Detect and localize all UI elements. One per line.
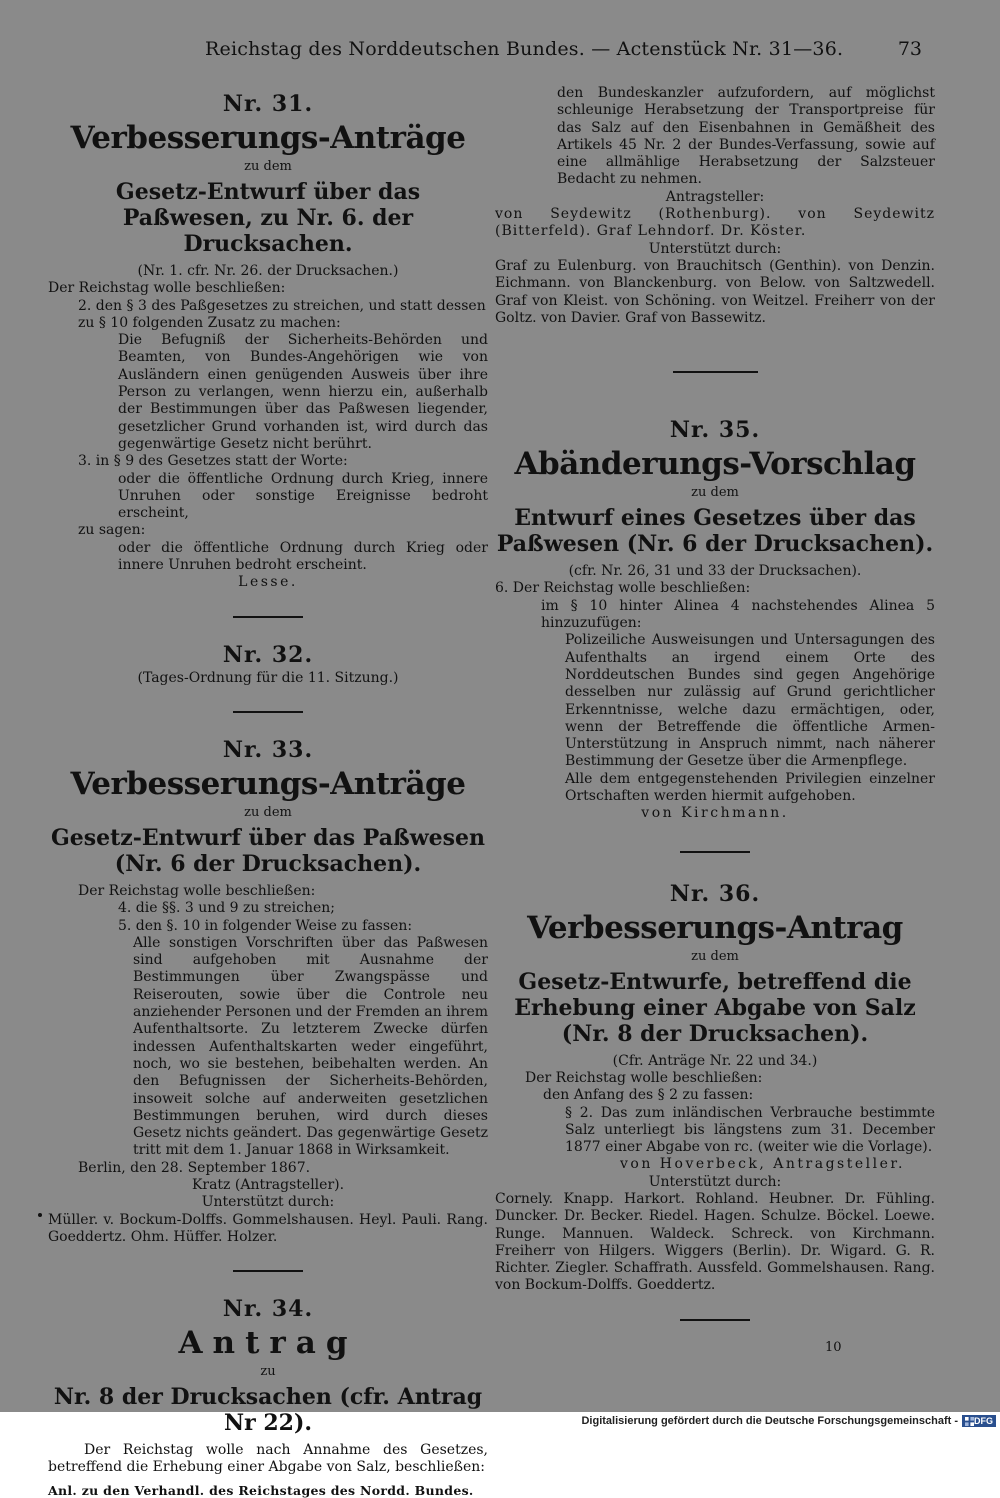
text-line: 6. Der Reichstag wolle beschließen:: [495, 580, 751, 597]
signature: von Seydewitz (Rothenburg). von Seydewitz (Bitterfeld). Graf Lehndorf. Dr. Köster.: [495, 206, 935, 240]
section-heading: Gesetz-Entwurfe, betreffend die Erhebung einer Abgabe von Salz (Nr. 8 der Drucksachen).: [514, 968, 916, 1047]
dfg-logo: [962, 1415, 996, 1427]
section-body: [495, 85, 935, 327]
text-line: Der Reichstag wolle beschließen:: [48, 280, 286, 297]
supporters: Cornely. Knapp. Harkort. Rohland. Heubner. Dr. Fühling. Duncker. Dr. Becker. Riedel. Hagen. Schulze. Böckel. Loewe. Runge. Mannuen. Waldeck. Schreck. von Kirchmann. Freiherr von Hilgers. Wiggers (Berlin). Dr. Wigard. G. R. Richter. Ziegler. Schaffrath. Aussfeld. Gommelshausen. Rang. von Bockum-Dolffs. Goeddertz.: [495, 1190, 935, 1294]
credit-text: Digitalisierung gefördert durch die Deutsche Forschungsgemeinschaft -: [581, 1415, 958, 1427]
date-line: Berlin, den 28. September 1867.: [78, 1159, 311, 1176]
dfg-logo-text: DFG: [974, 1416, 993, 1426]
text-line: Unterstützt durch:: [201, 1194, 335, 1211]
text-line: oder die öffentliche Ordnung durch Krieg oder innere Unruhen bedroht erscheint.: [118, 539, 488, 574]
section-heading: Gesetz-Entwurf über das Paßwesen (Nr. 6 der Drucksachen).: [50, 824, 486, 877]
signature: Lesse.: [238, 574, 298, 591]
section-number: Nr. 35.: [669, 417, 761, 444]
section-zu: zu: [260, 1364, 276, 1380]
text-line: im § 10 hinter Alinea 4 nachstehendes Alinea 5 hinzuzufügen:: [541, 597, 935, 632]
section-divider: [233, 1270, 303, 1272]
page-footer-note: Anl. zu den Verhandl. des Reichstages des Nordd. Bundes.: [48, 1482, 474, 1498]
section-nr-32: [48, 642, 488, 687]
signature: von Kirchmann.: [641, 805, 789, 822]
section-zu: zu dem: [244, 804, 292, 820]
supporters: Graf zu Eulenburg. von Brauchitsch (Genthin). von Denzin. Eichmann. von Blanckenburg. von Below. von Saltzwedell. Graf von Kleist. von Schöning. von Weitzel. Freiherr von der Goltz. von Davier. Graf von Bassewitz.: [495, 257, 935, 326]
section-body: (Tages-Ordnung für die 11. Sitzung.): [137, 669, 399, 686]
text-line: Der Reichstag wolle nach Annahme des Gesetzes, betreffend die Erhebung einer Abgabe von Salz, beschließen:: [48, 1442, 488, 1476]
section-zu: zu dem: [244, 159, 292, 174]
section-nr-35: [495, 417, 935, 822]
section-divider: [673, 371, 758, 373]
section-body: [48, 263, 488, 592]
text-line: 3. in § 9 des Gesetzes statt der Worte:: [78, 453, 348, 470]
section-nr-33: [48, 737, 488, 1246]
section-heading: Gesetz-Entwurf über das Paßwesen, zu Nr. 6. der Drucksachen.: [115, 179, 421, 257]
section-heading: Nr. 8 der Drucksachen (cfr. Antrag Nr 22).: [53, 1384, 483, 1437]
text-line: Antragsteller:: [665, 188, 765, 205]
text-line: Unterstützt durch:: [648, 240, 782, 257]
signature: Kratz (Antragsteller).: [191, 1176, 345, 1193]
page-number: 73: [897, 38, 922, 60]
supporters: Müller. v. Bockum-Dolffs. Gommelshausen. Heyl. Pauli. Rang. Goeddertz. Ohm. Hüffer. Holzer.: [48, 1211, 488, 1245]
section-zu: zu dem: [691, 485, 739, 501]
section-divider: [680, 851, 750, 853]
text-line: 2. den § 3 des Paßgesetzes zu streichen, und statt dessen: [78, 297, 486, 314]
digitization-credit: [581, 1412, 1000, 1430]
dfg-mark-icon: [965, 1417, 974, 1426]
right-column: [495, 85, 935, 1345]
section-divider: [233, 711, 303, 713]
section-body: [495, 1053, 935, 1295]
text-line: Die Befugniß der Sicherheits-Behörden und Beamten, von Bundes-Angehörigen wie von Ausländern einen genügenden Ausweis über ihre Person zu verlangen, wenn hierzu ein, außerhalb der Bestimmungen über das Paßwesen liegender, gesetzlicher Grund vorhanden ist, wird durch das gegenwärtige Gesetz nicht berührt.: [118, 332, 488, 452]
text-line: Der Reichstag wolle beschließen:: [525, 1069, 763, 1086]
text-line: den Bundeskanzler aufzufordern, auf möglichst schleunige Herabsetzung der Transportpreise für das Salz auf den Eisenbahnen in Gemäßheit des Artikels 45 Nr. 2 der Bundes-Verfassung, sowie auf eine allmählige Herabsetzung der Salzsteuer Bedacht zu nehmen.: [557, 85, 935, 188]
section-number: Nr. 33.: [222, 736, 314, 763]
text-line: zu § 10 folgenden Zusatz zu machen:: [78, 314, 341, 331]
text-line: Polizeiliche Ausweisungen und Untersagungen des Aufenthalts an irgend einem Orte des Norddeutschen Bundes sind gegen Angehörige desselben nur zulässig auf Grund gerichtlicher Erkenntnisse, welche dazu ermächtigen, oder, wenn der Betreffende die öffentliche Armen-Unterstützung in Anspruch nimmt, nach näherer Bestimmung der Gesetze über die Armenpflege.: [565, 632, 935, 770]
section-nr-36: [495, 881, 935, 1295]
text-line: (cfr. Nr. 26, 31 und 33 der Drucksachen).: [568, 563, 862, 580]
section-number: Nr. 34.: [222, 1296, 314, 1323]
text-line: Der Reichstag wolle beschließen:: [78, 882, 316, 899]
section-divider: [233, 616, 303, 618]
text-line: Alle dem entgegenstehenden Privilegien einzelner Ortschaften werden hiermit aufgehoben.: [565, 770, 935, 805]
text-line: (Nr. 1. cfr. Nr. 26. der Drucksachen.): [137, 263, 399, 279]
text-line: § 2. Das zum inländischen Verbrauche bestimmte Salz unterliegt bis längstens zum 31. December 1877 einer Abgabe von rc. (weiter wie die Vorlage).: [565, 1104, 935, 1156]
signature: von Hoverbeck, Antragsteller.: [620, 1156, 905, 1173]
section-number: Nr. 36.: [669, 880, 761, 907]
section-divider: [680, 1319, 750, 1321]
section-heading: Entwurf eines Gesetzes über das Paßwesen (Nr. 6 der Drucksachen).: [496, 505, 934, 558]
sheet-number: 10: [825, 1340, 842, 1355]
section-title: Verbesserungs-Antrag: [527, 909, 903, 946]
text-line: zu sagen:: [78, 522, 146, 539]
left-column: [48, 85, 488, 1498]
section-body: [495, 563, 935, 822]
section-title: Antrag: [178, 1325, 358, 1362]
section-nr-31: [48, 91, 488, 592]
scan-speck: [38, 1213, 42, 1217]
section-zu: zu dem: [691, 948, 739, 964]
text-line: 5. den §. 10 in folgender Weise zu fassen:: [118, 917, 413, 934]
section-title: Verbesserungs-Anträge: [70, 120, 466, 156]
section-number: Nr. 31.: [222, 91, 314, 117]
section-body: [48, 1442, 488, 1477]
running-title: Reichstag des Norddeutschen Bundes. — Actenstück Nr. 31—36.: [205, 38, 844, 60]
text-line: 4. die §§. 3 und 9 zu streichen;: [118, 900, 336, 917]
text-line: den Anfang des § 2 zu fassen:: [543, 1087, 754, 1104]
text-line: Alle sonstigen Vorschriften über das Paßwesen sind aufgehoben mit Ausnahme der Bestimmungen über Zwangspässe und Reiserouten, sowie über die Controle neu anziehender Personen und der Fremden an ihrem Aufenthaltsorte. Zu letzterem Zwecke dürfen indessen Aufenthaltskarten weder eingeführt, noch, wo sie bestehen, beibehalten werden. An den Befugnissen der Sicherheits-Behörden, insoweit solche auf anderweiten gesetzlichen Bestimmungen beruhen, wird durch dieses Gesetz nichts geändert. Das gegenwärtige Gesetz tritt mit dem 1. Januar 1868 in Wirksamkeit.: [133, 934, 488, 1159]
section-title: Verbesserungs-Anträge: [70, 765, 466, 802]
text-line: Unterstützt durch:: [648, 1173, 782, 1190]
section-number: Nr. 32.: [222, 641, 314, 668]
section-nr-34: [48, 1296, 488, 1498]
text-line: (Cfr. Anträge Nr. 22 und 34.): [612, 1052, 818, 1069]
section-body: [48, 883, 488, 1246]
section-nr-34-continued: [495, 85, 935, 327]
section-title: Abänderungs-Vorschlag: [514, 446, 916, 483]
text-line: oder die öffentliche Ordnung durch Krieg, innere Unruhen oder sonstige Ereignisse bedroht erscheint,: [118, 470, 488, 522]
